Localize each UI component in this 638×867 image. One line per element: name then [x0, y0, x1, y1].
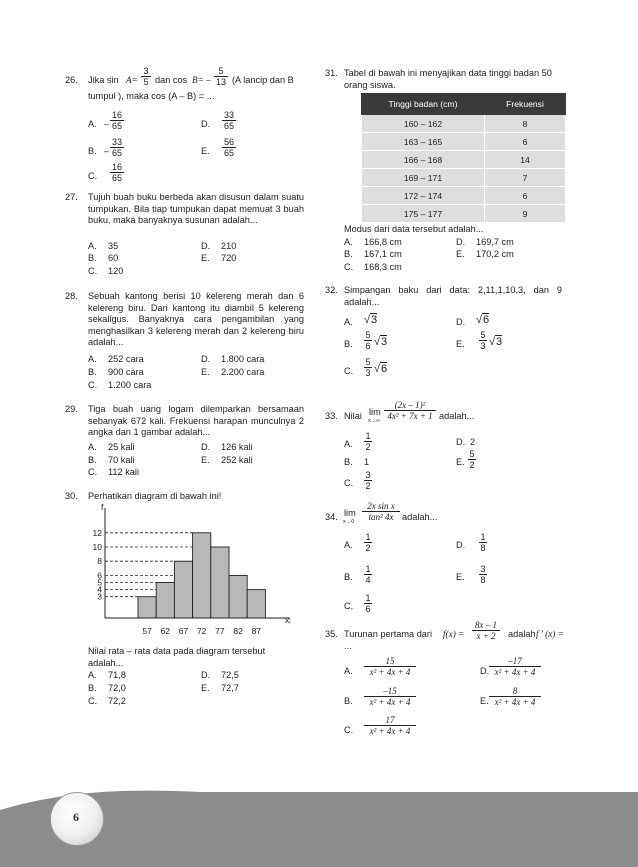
q27-option-a-label: A.: [88, 241, 97, 251]
q31-option-a: 166,8 cm: [364, 237, 402, 247]
table-row: [362, 187, 566, 205]
q29-option-a-label: A.: [88, 442, 97, 452]
q30-option-b: 72,0: [108, 683, 126, 693]
table-header: Frekuensi: [485, 94, 566, 115]
q35-pre: Turunan pertama dari: [344, 629, 433, 639]
q26-option-b-label: B.: [88, 146, 97, 156]
q32-option-c-label: C.: [344, 366, 354, 376]
table-cell: 169 – 171: [362, 169, 485, 187]
q26-frac-cos: $\frac{5}{13}$: [215, 66, 226, 87]
q33-pre: Nilai: [344, 411, 362, 421]
q35-fx: f(x) =: [443, 629, 465, 639]
q32-option-b-root: √3: [374, 336, 388, 348]
y-tick-label: 4: [97, 584, 102, 595]
q26-var-b: B= –: [192, 75, 211, 85]
q31-option-b-label: B.: [344, 249, 353, 259]
q30-option-a: 71,8: [108, 670, 126, 680]
q26-frac-sin: $\frac{3}{5}$: [141, 66, 151, 87]
q31-option-c-label: C.: [344, 262, 354, 272]
q33-number: 33.: [325, 411, 338, 421]
q30-option-c: 72,2: [108, 696, 126, 706]
x-tick-label: 67: [178, 626, 189, 636]
y-tick-label: 12: [92, 527, 102, 538]
q34-post: adalah...: [402, 512, 438, 522]
q30-option-d: 72,5: [221, 670, 239, 680]
q32-option-d-label: D.: [456, 317, 466, 327]
q32-option-b-frac: $\frac{5}{6}$: [365, 330, 371, 351]
q33-fraction: $\frac{\text{(2x – 1)²}}{\text{4x² + 7x + 1}}$: [384, 400, 436, 421]
q33-option-a-label: A.: [344, 439, 353, 449]
q32-option-c-frac: $\frac{5}{3}$: [365, 357, 371, 378]
q30-option-e: 72,7: [221, 683, 239, 693]
q27-option-e: 720: [221, 253, 237, 263]
q26-option-c-label: C.: [88, 171, 98, 181]
x-axis-label: xᵢ: [285, 615, 291, 625]
table-cell: 7: [485, 169, 566, 187]
q32-option-e-label: E.: [456, 339, 465, 349]
q29-text: Tiga buah uang logam dilemparkan bersamaan sebanyak 672 kali. Frekuensi harapan munculnya 2 angka dan 1 gambar adalah...: [88, 404, 304, 437]
q32-number: 32.: [325, 285, 338, 295]
table-row: [362, 115, 566, 133]
q35-option-b-label: B.: [344, 696, 353, 706]
q28-option-a-label: A.: [88, 354, 97, 364]
q31-option-d-label: D.: [456, 237, 466, 247]
q33-option-e-label: E.: [456, 457, 465, 467]
q34-option-d-frac: $\frac{1}{8}$: [480, 532, 486, 553]
q34-option-b-label: B.: [344, 572, 353, 582]
table-row: [362, 133, 566, 151]
q27-option-d: 210: [221, 241, 237, 251]
q28-option-c-label: C.: [88, 380, 98, 390]
y-tick-label: 3: [97, 591, 102, 602]
q26-text-b: dan cos: [155, 75, 188, 85]
q33-option-d: 2: [470, 437, 476, 447]
q30-option-b-label: B.: [88, 683, 97, 693]
q27-option-b: 60: [108, 253, 119, 263]
q28-option-c: 1.200 cara: [108, 380, 152, 390]
q35-option-a-frac: $\frac{15}{\text{x² + 4x + 4}}$: [364, 656, 416, 677]
q26-option-a-frac: $\frac{16}{65}$: [111, 110, 122, 131]
q34-lim-sub: x→0: [343, 519, 355, 525]
q26-text-a: Jika sin: [88, 75, 119, 85]
q34-number: 34.: [325, 512, 338, 522]
q32-text: Simpangan baku dari data: 2,11,1,10,3, dan 9 adalah...: [344, 285, 562, 307]
q27-text: Tujuh buah buku berbeda akan disusun dalam suatu tumpukan. Bila tiap tumpukan dapat memuat 3 buah buku, maka banyaknya susunan adalah...: [88, 192, 304, 225]
q29-option-b-label: B.: [88, 455, 97, 465]
q31-text: Tabel di bawah ini menyajikan data tinggi badan 50 orang siswa.: [344, 68, 552, 90]
q28-option-e-label: E.: [201, 367, 210, 377]
q35-option-e-frac: $\frac{8}{\text{x² + 4x + 4}}$: [489, 686, 541, 707]
q26-option-e-label: E.: [201, 146, 210, 156]
q33-post: adalah...: [439, 411, 475, 421]
q35-option-d-label: D.: [480, 666, 490, 676]
q35-fprime: f ′ (x) =: [536, 629, 564, 639]
table-row: [362, 151, 566, 169]
q35-option-e-label: E.: [480, 696, 489, 706]
q34-option-a-label: A.: [344, 540, 353, 550]
table-header-row: [362, 94, 566, 115]
q26-number: 26.: [65, 75, 78, 85]
q27-option-c: 120: [108, 266, 124, 276]
q28-option-d-label: D.: [201, 354, 211, 364]
q27-option-a: 35: [108, 241, 119, 251]
q32-option-b-label: B.: [344, 339, 353, 349]
q31-option-b: 167,1 cm: [364, 249, 402, 259]
q26-option-d-frac: $\frac{33}{65}$: [223, 110, 234, 131]
q29-option-c-label: C.: [88, 467, 98, 477]
q29-number: 29.: [65, 404, 78, 414]
q34-fraction: $\frac{\text{2x sin x}}{\text{tan² 4x}}$: [362, 501, 400, 522]
q28-option-b-label: B.: [88, 367, 97, 377]
q27-number: 27.: [65, 192, 78, 202]
table-cell: 172 – 174: [362, 187, 485, 205]
q26-option-d-label: D.: [201, 119, 211, 129]
q28-option-d: 1.800 cara: [221, 354, 265, 364]
y-tick-label: 10: [92, 542, 102, 552]
histogram-chart: [85, 500, 300, 642]
q30-after-text: Nilai rata – rata data pada diagram tersebut adalah...: [88, 646, 266, 668]
q35-option-c-label: C.: [344, 725, 354, 735]
histogram-bar: [138, 597, 156, 618]
q30-number: 30.: [65, 491, 78, 501]
table-row: [362, 205, 566, 223]
x-tick-label: 57: [142, 626, 152, 636]
table-cell: 6: [485, 133, 566, 151]
q26-text-line2: tumpul ), maka cos (A – B) = ...: [88, 91, 215, 101]
q31-option-d: 169,7 cm: [476, 237, 514, 247]
q32-option-d: √6: [476, 314, 490, 326]
q35-option-b-frac: $\frac{-15}{\text{x² + 4x + 4}}$: [364, 686, 416, 707]
q35-mid: adalah: [508, 629, 536, 639]
q30-text: Perhatikan diagram di bawah ini!: [88, 491, 222, 501]
histogram-bar: [229, 575, 247, 618]
q34-lim: lim: [344, 508, 356, 518]
q26-option-a-label: A.: [88, 119, 97, 129]
q26-option-b-frac: $\frac{33}{65}$: [111, 137, 122, 158]
q31-after-text: Modus dari data tersebut adalah...: [344, 224, 484, 234]
page-number: 6: [73, 810, 79, 824]
table-cell: 163 – 165: [362, 133, 485, 151]
q33-option-c-label: C.: [344, 478, 354, 488]
table-row: [362, 169, 566, 187]
q27-option-d-label: D.: [201, 241, 211, 251]
q29-option-b: 70 kali: [108, 455, 135, 465]
q32-option-a: √3: [364, 314, 378, 326]
q32-option-c-root: √6: [374, 363, 388, 375]
q31-option-e: 170,2 cm: [476, 249, 514, 259]
q31-option-e-label: E.: [456, 249, 465, 259]
q30-option-d-label: D.: [201, 670, 211, 680]
q35-fraction: $\frac{8x - 1}{x + 2}$: [472, 620, 500, 641]
q29-option-e-label: E.: [201, 455, 210, 465]
q29-option-a: 25 kali: [108, 442, 135, 452]
q34-option-d-label: D.: [456, 540, 466, 550]
q35-option-a-label: A.: [344, 666, 353, 676]
histogram-bar: [174, 561, 192, 618]
q28-number: 28.: [65, 291, 78, 301]
table-cell: 166 – 168: [362, 151, 485, 169]
q32-option-e-root: √3: [489, 336, 503, 348]
x-tick-label: 82: [233, 626, 243, 636]
q33-option-d-label: D.: [456, 437, 466, 447]
q27-option-c-label: C.: [88, 266, 98, 276]
histogram-bar: [211, 547, 229, 618]
q29-option-d-label: D.: [201, 442, 211, 452]
q31-number: 31.: [325, 68, 338, 78]
q33-option-b: 1: [364, 457, 370, 467]
q30-option-c-label: C.: [88, 696, 98, 706]
x-tick-label: 72: [196, 626, 207, 636]
q29-option-c: 112 kali: [108, 467, 139, 477]
q32-option-a-label: A.: [344, 317, 353, 327]
table-cell: 8: [485, 115, 566, 133]
q26-var-a: A=: [126, 75, 138, 85]
q26-option-e-frac: $\frac{56}{65}$: [223, 137, 234, 158]
height-frequency-table: [361, 93, 566, 223]
q34-option-e-frac: $\frac{3}{8}$: [480, 564, 486, 585]
q33-lim-sub: x→∞: [368, 418, 381, 424]
q35-ellipsis: ...: [344, 641, 352, 651]
q34-option-e-label: E.: [456, 572, 465, 582]
q30-option-e-label: E.: [201, 683, 210, 693]
y-tick-label: 6: [97, 570, 102, 581]
histogram-bar: [156, 583, 174, 619]
q35-option-d-frac: $\frac{-17}{\text{x² + 4x + 4}}$: [489, 656, 541, 677]
q34-option-b-frac: $\frac{1}{4}$: [365, 564, 371, 585]
q28-option-b: 900 cara: [108, 367, 144, 377]
histogram-bar: [247, 590, 265, 618]
q33-option-e-frac: $\frac{5}{2}$: [469, 449, 475, 470]
table-cell: 6: [485, 187, 566, 205]
q27-option-b-label: B.: [88, 253, 97, 263]
q33-lim: lim: [369, 407, 381, 417]
q26-option-b-sign: –: [104, 146, 110, 156]
y-tick-label: 5: [97, 577, 102, 588]
q33-option-c-frac: $\frac{3}{2}$: [365, 470, 371, 491]
q28-option-e: 2.200 cara: [221, 367, 265, 377]
q28-text: Sebuah kantong berisi 10 kelereng merah dan 6 kelereng biru. Dari kantong itu diambil 5 kelereng sekaligus. Banyaknya cara pengambilan yang menghasilkan 3 kelereng merah dan 2 kelereng biru adalah...: [88, 291, 304, 347]
x-tick-label: 62: [160, 626, 171, 636]
q35-number: 35.: [325, 629, 338, 639]
y-tick-label: 8: [97, 556, 102, 567]
table-cell: 175 – 177: [362, 205, 485, 223]
histogram-bar: [193, 533, 211, 618]
table-header: Tinggi badan (cm): [362, 94, 485, 115]
q33-option-a-frac: $\frac{1}{2}$: [365, 431, 371, 452]
y-axis-label: f: [101, 502, 104, 512]
q26-option-c-frac: $\frac{16}{65}$: [111, 162, 122, 183]
q35-option-c-frac: $\frac{17}{\text{x² + 4x + 4}}$: [364, 715, 416, 736]
q29-option-d: 126 kali: [221, 442, 253, 452]
q29-option-e: 252 kali: [221, 455, 253, 465]
table-cell: 14: [485, 151, 566, 169]
table-cell: 160 – 162: [362, 115, 485, 133]
q30-option-a-label: A.: [88, 670, 97, 680]
table-cell: 9: [485, 205, 566, 223]
q26-text-c: (A lancip dan B: [232, 75, 294, 85]
x-tick-label: 87: [251, 626, 262, 636]
q34-option-a-frac: $\frac{1}{2}$: [365, 532, 371, 553]
q33-option-b-label: B.: [344, 457, 353, 467]
q28-option-a: 252 cara: [108, 354, 144, 364]
q31-option-a-label: A.: [344, 237, 353, 247]
x-tick-label: 77: [215, 626, 225, 636]
q34-option-c-frac: $\frac{1}{6}$: [365, 593, 371, 614]
q31-option-c: 168,3 cm: [364, 262, 402, 272]
q26-option-a-sign: –: [104, 119, 110, 129]
q32-option-e-frac: $\frac{5}{3}$: [480, 330, 486, 351]
q27-option-e-label: E.: [201, 253, 210, 263]
q34-option-c-label: C.: [344, 601, 354, 611]
